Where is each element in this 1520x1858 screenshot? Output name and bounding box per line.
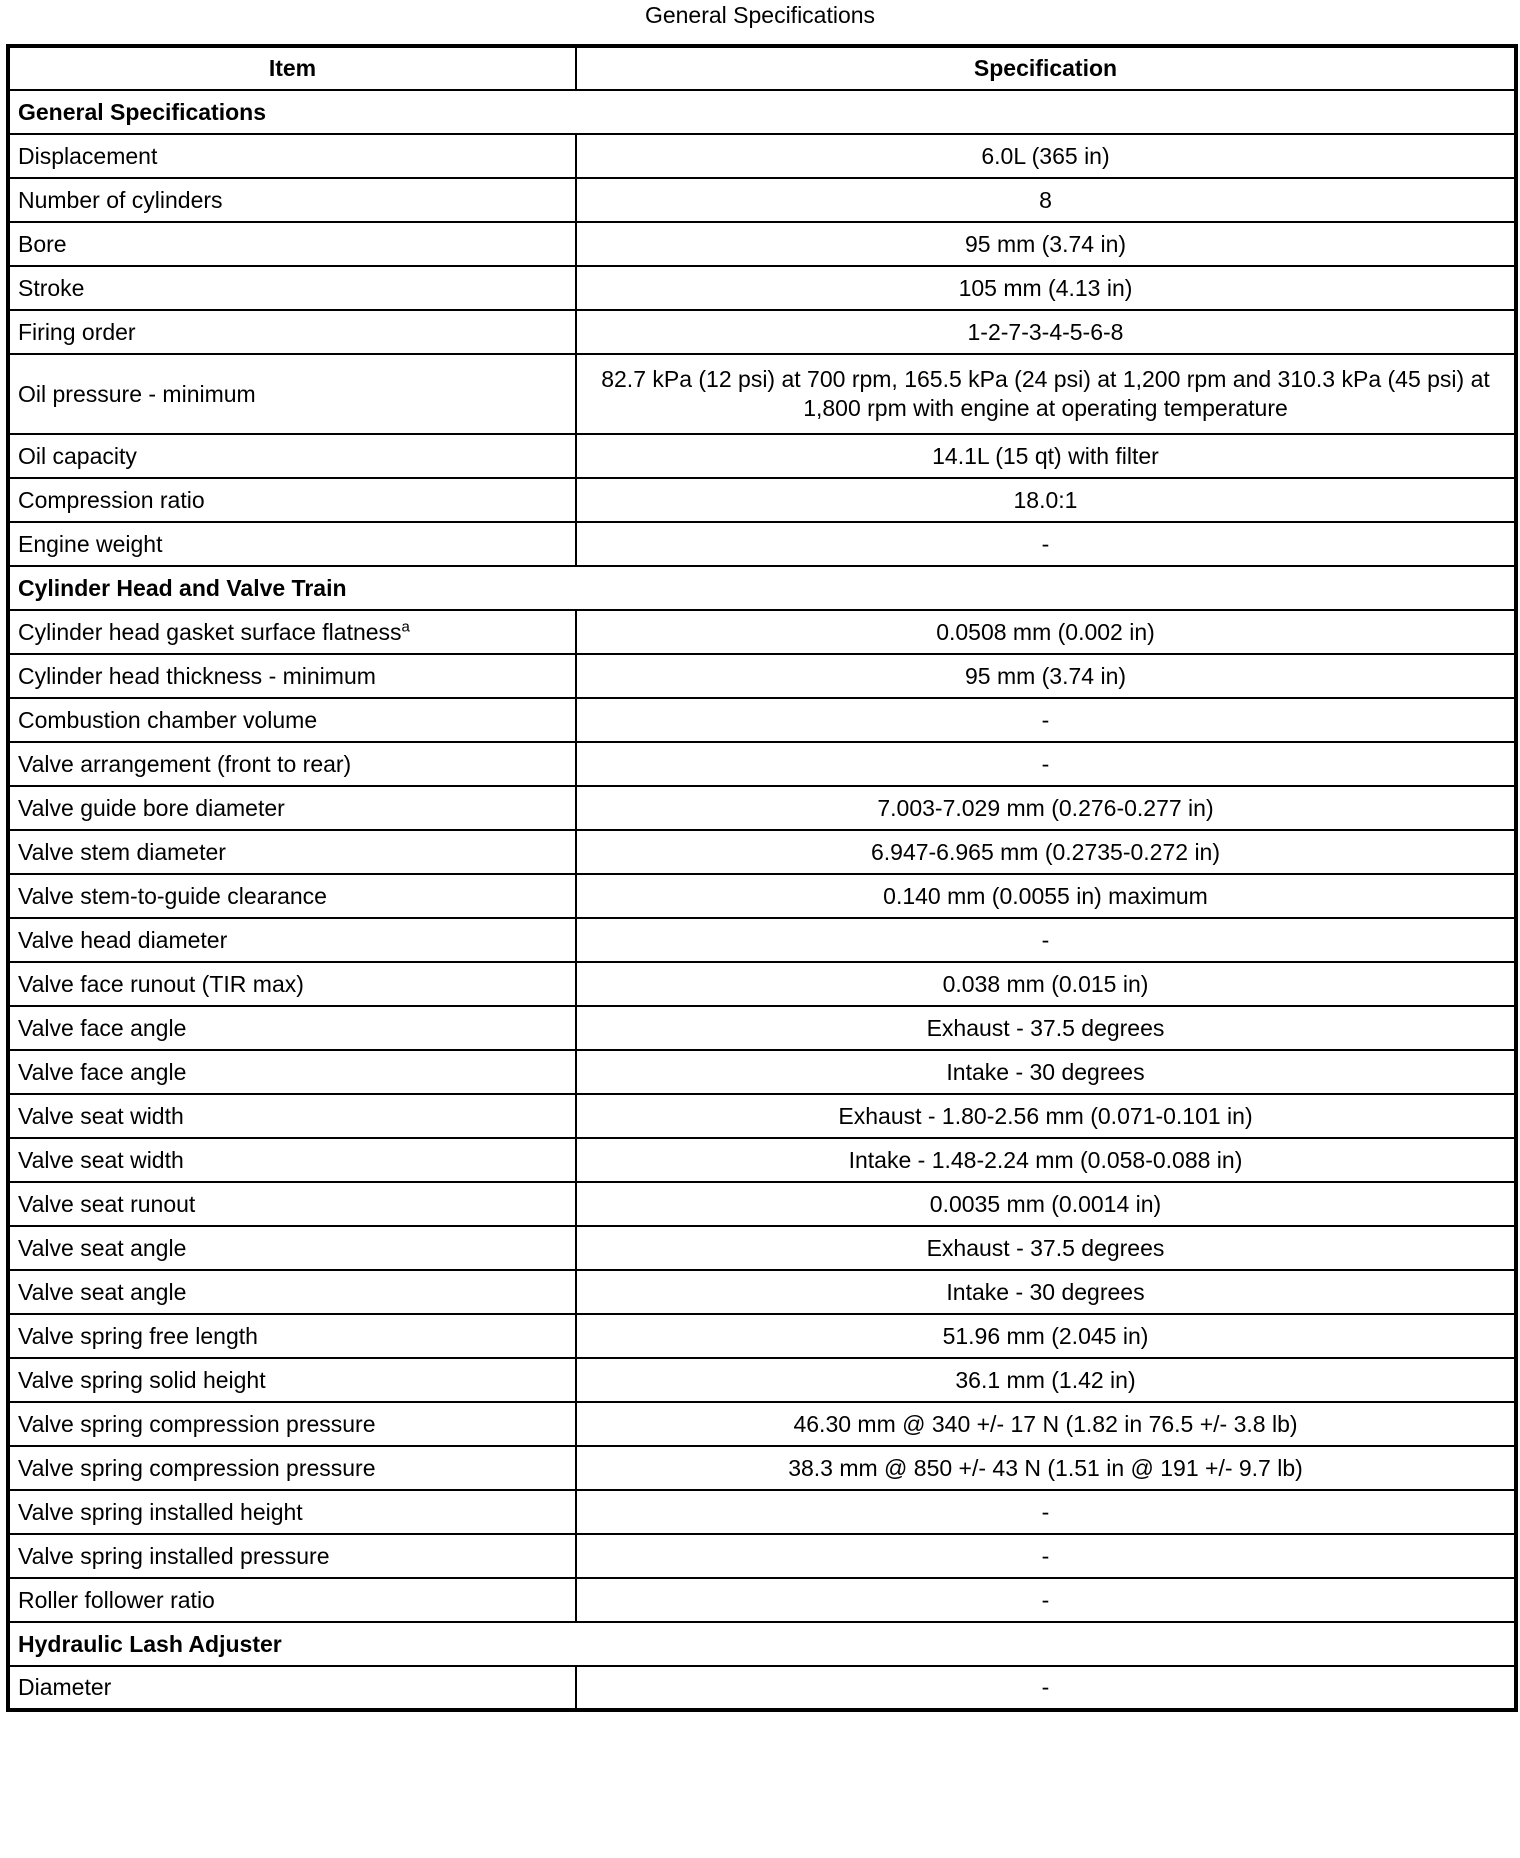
table-row [8,1314,1516,1358]
item-cell [8,1666,576,1710]
specification-cell: - [576,742,1516,786]
item-label: Oil capacity [18,442,137,469]
item-cell [8,1534,576,1578]
item-label: Valve head diameter [18,926,228,953]
specification-cell: 0.038 mm (0.015 in) [576,962,1516,1006]
item-cell [8,698,576,742]
specification-cell: Exhaust - 37.5 degrees [576,1226,1516,1270]
section-heading-row [8,566,1516,610]
table-body [8,90,1516,1710]
table-row [8,1094,1516,1138]
item-cell [8,1490,576,1534]
item-label: Combustion chamber volume [18,706,318,733]
specification-cell: 95 mm (3.74 in) [576,654,1516,698]
table-row [8,1138,1516,1182]
item-label: Bore [18,230,67,257]
specification-cell: 7.003-7.029 mm (0.276-0.277 in) [576,786,1516,830]
specification-cell: 0.140 mm (0.0055 in) maximum [576,874,1516,918]
table-row [8,354,1516,434]
section-heading-row [8,90,1516,134]
item-cell [8,1182,576,1226]
table-row [8,178,1516,222]
item-label: Valve face angle [18,1014,187,1041]
specification-cell: 18.0:1 [576,478,1516,522]
table-row [8,1578,1516,1622]
item-cell [8,522,576,566]
specification-cell: 0.0035 mm (0.0014 in) [576,1182,1516,1226]
item-label: Valve guide bore diameter [18,794,285,821]
table-row [8,1358,1516,1402]
table-row [8,1490,1516,1534]
item-label: Valve seat angle [18,1234,187,1261]
table-row [8,742,1516,786]
item-cell [8,1270,576,1314]
table-row [8,134,1516,178]
specification-cell: 6.0L (365 in) [576,134,1516,178]
item-label: Valve seat angle [18,1278,187,1305]
specification-cell: 8 [576,178,1516,222]
item-label: Displacement [18,142,158,169]
item-cell [8,1578,576,1622]
item-cell [8,1006,576,1050]
item-cell [8,610,576,654]
table-row [8,1270,1516,1314]
item-label: Valve spring installed pressure [18,1542,330,1569]
specifications-table [6,44,1518,1712]
table-row [8,266,1516,310]
table-row [8,1666,1516,1710]
table-row [8,830,1516,874]
table-row [8,786,1516,830]
item-label: Valve stem-to-guide clearance [18,882,327,909]
item-label: Valve spring compression pressure [18,1410,376,1437]
item-label: Stroke [18,274,85,301]
item-cell [8,1138,576,1182]
item-label: Valve stem diameter [18,838,226,865]
table-row [8,874,1516,918]
section-heading: Cylinder Head and Valve Train [8,566,1516,610]
section-heading-row [8,1622,1516,1666]
specification-cell: - [576,522,1516,566]
item-cell [8,222,576,266]
item-label: Number of cylinders [18,186,223,213]
item-cell [8,266,576,310]
item-cell [8,1358,576,1402]
item-cell [8,478,576,522]
table-row [8,918,1516,962]
specification-cell: Intake - 30 degrees [576,1050,1516,1094]
specification-cell: 105 mm (4.13 in) [576,266,1516,310]
item-cell [8,178,576,222]
specification-cell: - [576,1490,1516,1534]
item-label: Valve spring installed height [18,1498,303,1525]
item-cell [8,1446,576,1490]
table-row [8,310,1516,354]
specification-cell: Intake - 30 degrees [576,1270,1516,1314]
table-row [8,478,1516,522]
item-label: Valve spring free length [18,1322,258,1349]
item-label: Valve face runout (TIR max) [18,970,304,997]
item-cell [8,742,576,786]
specification-cell: 0.0508 mm (0.002 in) [576,610,1516,654]
item-label: Valve seat width [18,1102,184,1129]
item-label: Engine weight [18,530,163,557]
specification-cell: 82.7 kPa (12 psi) at 700 rpm, 165.5 kPa (24 psi) at 1,200 rpm and 310.3 kPa (45 psi) at 1,800 rpm with engine at operating temperature [576,354,1516,434]
table-row [8,1226,1516,1270]
specification-cell: - [576,1578,1516,1622]
item-label: Oil pressure - minimum [18,380,256,407]
specification-cell: 51.96 mm (2.045 in) [576,1314,1516,1358]
table-header-row [8,46,1516,90]
table-row [8,1446,1516,1490]
table-row [8,962,1516,1006]
specification-cell: Exhaust - 37.5 degrees [576,1006,1516,1050]
specification-cell: - [576,918,1516,962]
specification-cell: 14.1L (15 qt) with filter [576,434,1516,478]
specification-cell: 95 mm (3.74 in) [576,222,1516,266]
item-cell [8,830,576,874]
item-cell [8,1226,576,1270]
item-cell [8,1402,576,1446]
specification-cell: - [576,1666,1516,1710]
table-row [8,610,1516,654]
specification-cell: - [576,698,1516,742]
item-label: Roller follower ratio [18,1586,215,1613]
item-label: Valve arrangement (front to rear) [18,750,352,777]
table-row [8,522,1516,566]
item-label: Cylinder head thickness - minimum [18,662,376,689]
specification-cell: Exhaust - 1.80-2.56 mm (0.071-0.101 in) [576,1094,1516,1138]
item-cell [8,918,576,962]
item-cell [8,874,576,918]
table-row [8,1006,1516,1050]
table-row [8,1402,1516,1446]
table-row [8,1050,1516,1094]
table-row [8,1182,1516,1226]
column-header-specification: Specification [576,46,1516,90]
item-cell [8,134,576,178]
item-cell [8,310,576,354]
item-label: Cylinder head gasket surface flatness [18,618,402,645]
item-cell [8,786,576,830]
item-cell [8,1314,576,1358]
item-cell [8,654,576,698]
item-label: Valve spring solid height [18,1366,266,1393]
item-label: Compression ratio [18,486,205,513]
column-header-item: Item [8,46,576,90]
item-label: Valve spring compression pressure [18,1454,376,1481]
specification-cell: 1-2-7-3-4-5-6-8 [576,310,1516,354]
specification-cell: Intake - 1.48-2.24 mm (0.058-0.088 in) [576,1138,1516,1182]
specification-cell: 6.947-6.965 mm (0.2735-0.272 in) [576,830,1516,874]
item-label: Diameter [18,1674,112,1700]
item-label: Valve seat runout [18,1190,196,1217]
table-row [8,434,1516,478]
item-label: Valve face angle [18,1058,187,1085]
item-cell [8,434,576,478]
footnote-marker: a [401,617,410,635]
section-heading: Hydraulic Lash Adjuster [8,1622,1516,1666]
section-heading: General Specifications [8,90,1516,134]
item-cell [8,354,576,434]
item-cell [8,962,576,1006]
item-label: Firing order [18,318,136,345]
table-row [8,1534,1516,1578]
specification-cell: 36.1 mm (1.42 in) [576,1358,1516,1402]
table-row [8,698,1516,742]
specification-cell: 46.30 mm @ 340 +/- 17 N (1.82 in 76.5 +/- 3.8 lb) [576,1402,1516,1446]
table-row [8,222,1516,266]
item-cell [8,1094,576,1138]
item-label: Valve seat width [18,1146,184,1173]
item-cell [8,1050,576,1094]
specification-cell: - [576,1534,1516,1578]
table-row [8,654,1516,698]
page-title: General Specifications [644,2,876,28]
specification-cell: 38.3 mm @ 850 +/- 43 N (1.51 in @ 191 +/- 9.7 lb) [576,1446,1516,1490]
